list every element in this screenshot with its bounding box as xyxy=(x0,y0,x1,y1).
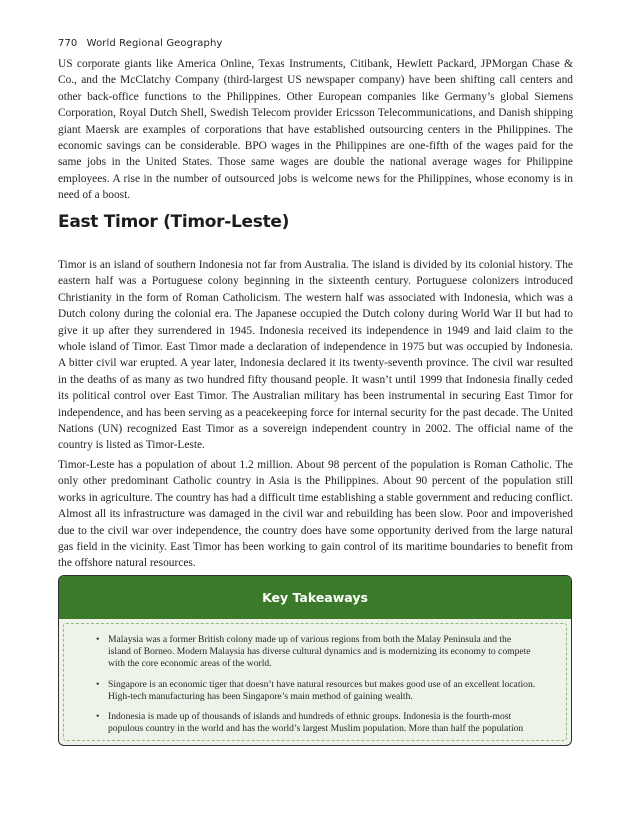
list-item xyxy=(96,678,536,703)
intro-paragraph: US corporate giants like America Online, Texas Instruments, Citibank, Hewlett Packard, JPMorgan Chase & Co., and the McClatchy Company (third-largest US newspaper company) have been shifting call centers and other back-office functions to the Philippines. Other European companies like Germany’s global Siemens Corporation, Royal Dutch Shell, Swedish Telecom provider Ericsson Telecommunications, and Danish shipping giant Maersk are examples of corporations that have established outsourcing centers in the Philippines. The economic savings can be considerable. BPO wages in the Philippines are one-fifth of the wages paid for the same jobs in the United States. Those same wages are double the national average wages for Philippine employees. A rise in the number of outsourced jobs is welcome news for the Philippines, whose economy is in need of a boost. xyxy=(58,58,573,202)
list-item-text: Indonesia is made up of thousands of islands and hundreds of ethnic groups. Indonesia is the fourth-most populous country in the world and has the world’s largest Muslim population. More than half the population xyxy=(108,711,524,735)
list-item xyxy=(96,711,536,735)
list-item-text: Malaysia was a former British colony made up of various regions from both the Malay Peninsula and the island of Borneo. Modern Malaysia has diverse cultural dynamics and is modernizing its economy to compete with the core economic areas of the world. xyxy=(108,634,531,670)
book-title: World Regional Geography xyxy=(86,38,223,49)
list-item xyxy=(96,634,536,671)
bullet-icon: • xyxy=(96,678,100,690)
east-timor-paragraph-2: Timor-Leste has a population of about 1.2 million. About 98 percent of the population is Roman Catholic. The only other predominant Catholic country in Asia is the Philippines. About 90 percent of the population still works in agriculture. The country has had a difficult time establishing a stable government and reducing conflict. Almost all its infrastructure was damaged in the civil war and rebuilding has been slow. Poor and impoverished due to the civil war over independence, the country does have some opportunity derived from the large natural gas field in the vicinity. East Timor has been working to gain control of its maritime boundaries to benefit from the offshore natural resources. xyxy=(58,459,573,570)
key-takeaways-title: Key Takeaways xyxy=(262,590,368,605)
page-number: 770 xyxy=(58,38,78,49)
bullet-icon: • xyxy=(96,711,100,723)
section-heading: East Timor (Timor-Leste) xyxy=(58,212,290,232)
list-item-text: Singapore is an economic tiger that doesn’t have natural resources but makes good use of an excellent location. High-tech manufacturing has been Singapore’s main method of gaining wealth. xyxy=(108,678,536,702)
key-takeaways-header xyxy=(59,576,571,619)
key-takeaways-list xyxy=(96,634,536,743)
bullet-icon: • xyxy=(96,634,100,645)
key-takeaways-body xyxy=(63,623,567,741)
key-takeaways-box xyxy=(58,575,572,746)
east-timor-paragraph-1: Timor is an island of southern Indonesia not far from Australia. The island is divided by its colonial history. The eastern half was a Portuguese colony beginning in the sixteenth century. Portuguese colonizers introduced Christianity in the form of Roman Catholicism. The western half was associated with Indonesia, which was a Dutch colony during the colonial era. The Japanese occupied the Dutch colony during World War II but had to give it up after they surrendered in 1945. Indonesia received its independence in 1949 and laid claim to the whole island of Timor. East Timor made a declaration of independence in 1975 but was occupied by Indonesia. A bitter civil war erupted. A year later, Indonesia declared it its twenty-seventh province. The civil war resulted in the deaths of as many as two hundred fifty thousand people. It wasn’t until 1999 that Indonesia finally ceded its political control over East Timor. The Australian military has been instrumental in securing East Timor for independence, and has been serving as a peacekeeping force for internal security for the past decade. The United Nations (UN) recognized East Timor as a sovereign independent country in 2002. The official name of the country is listed as Timor-Leste. xyxy=(58,259,573,452)
running-header xyxy=(58,38,222,49)
